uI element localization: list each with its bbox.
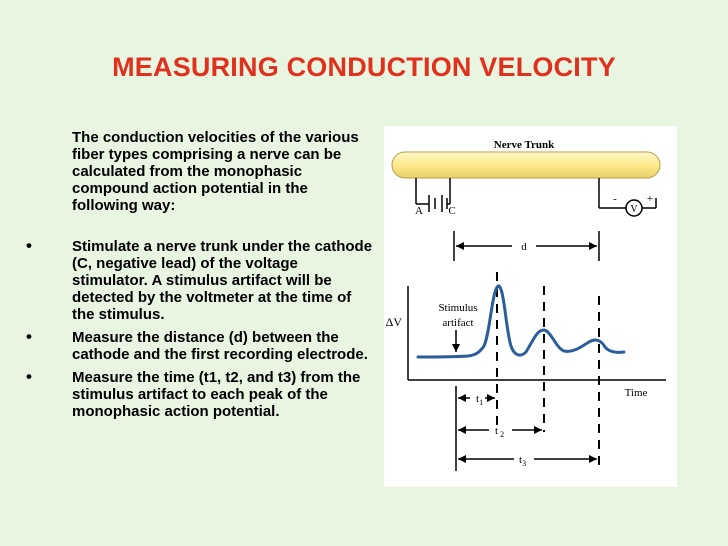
bullet-text: Measure the time (t1, t2, and t3) from the stimulus artifact to each peak of the monophasic action potential. [72, 369, 361, 420]
plus-label: + [646, 193, 654, 205]
bullet-item [26, 329, 376, 363]
bullet-symbol: • [26, 327, 32, 346]
bullet-list [26, 238, 376, 426]
bullet-symbol: • [26, 236, 32, 255]
cathode-label: C [448, 205, 456, 217]
intro-paragraph: The conduction velocities of the various fiber types comprising a nerve can be calculated from the monophasic compound action potential in the following way: [72, 129, 359, 214]
artifact-label-line1: Stimulus [438, 302, 478, 314]
bullet-item [26, 238, 376, 323]
artifact-label-line2: artifact [442, 317, 474, 329]
t1-label: $t_1$ [476, 393, 484, 407]
bullet-item [26, 369, 376, 420]
anode-label: A [415, 205, 423, 217]
bullet-text: Stimulate a nerve trunk under the cathode (C, negative lead) of the voltage stimulator. A stimulus artifact will be detected by the voltmeter at the time of the stimulus. [72, 238, 373, 323]
peak-markers [497, 272, 599, 466]
bullet-symbol: • [26, 367, 32, 386]
t2-label: t $_2$ [495, 425, 505, 439]
t3-label: $t_3$ [519, 454, 527, 468]
y-axis-label: ΔV [385, 315, 402, 329]
slide-title: MEASURING CONDUCTION VELOCITY [112, 52, 616, 82]
nerve-trunk-label: Nerve Trunk [493, 139, 555, 151]
bullet-text: Measure the distance (d) between the cathode and the first recording electrode. [72, 329, 368, 363]
conduction-diagram [384, 126, 677, 487]
voltmeter-label: V [630, 204, 638, 215]
x-axis-label: Time [624, 387, 648, 399]
diagram-svg [384, 126, 677, 487]
minus-label: - [613, 193, 617, 205]
distance-label: d [521, 241, 527, 253]
nerve-trunk [392, 152, 660, 178]
